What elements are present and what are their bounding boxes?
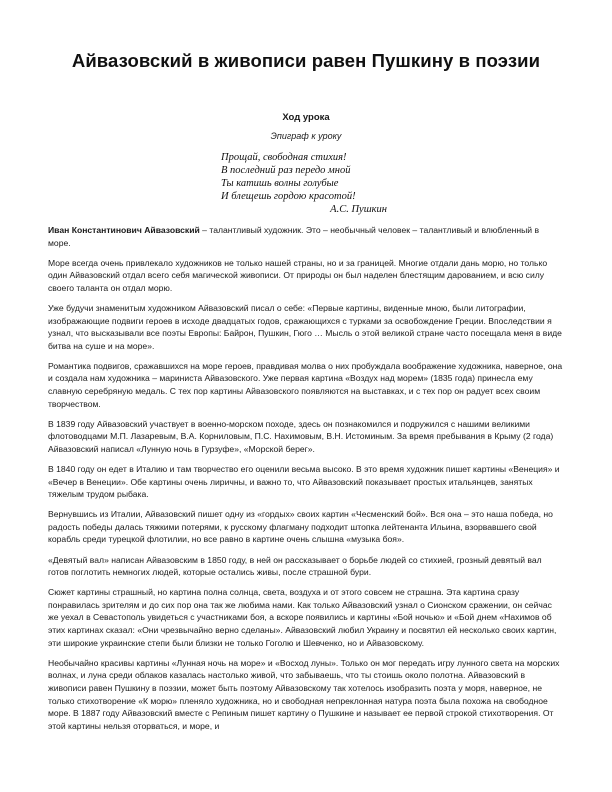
body-paragraph: В 1839 году Айвазовский участвует в военно-морском походе, здесь он познакомился и подружился с нашими великими флотоводцами М.П. Лазаревым, В.А. Корниловым, П.С. Нахимовым, В.Н. Истоминым. За время пребывания в Крыму (2 года) Айвазовский написал «Лунную ночь в Гурзуфе», «Морской берег». <box>48 418 554 454</box>
body-paragraph: Романтика подвигов, сражавшихся на море героев, правдивая молва о них пробуждала воображение художника, наверное, она и создала нам художника – мариниста Айвазовского. Уже первая картина «Воздух над морем» (1835 года) принесла ему славную серебряную медаль. С тех пор картины Айвазовского появляются на выставках, и с тех пор он радует всех своим творчеством. <box>48 360 563 409</box>
epigraph-label: Эпиграф к уроку <box>270 131 342 141</box>
poem-line: И блещешь гордою красотой! <box>221 191 356 202</box>
poem-author: А.С. Пушкин <box>330 204 387 215</box>
artist-name: Иван Константинович Айвазовский <box>48 225 200 235</box>
epigraph-poem <box>221 151 391 216</box>
poem-line: Ты катишь волны голубые <box>221 178 339 189</box>
lesson-heading: Ход урока <box>282 112 330 123</box>
body-paragraph: «Девятый вал» написан Айвазовским в 1850 году, в ней он рассказывает о борьбе людей со стихией, грозный девятый вал готов поглотить немногих людей, которые остались живы, после страшной бури. <box>48 554 542 578</box>
intro-paragraph <box>48 224 564 249</box>
intro-text: – талантливый художник. Это – необычный человек – талантливый и влюбленный в море. <box>48 225 540 248</box>
body-paragraph: В 1840 году он едет в Италию и там творчество его оценили весьма высоко. В это время художник пишет картины «Венеция» и «Вечер в Венеции». Обе картины очень лиричны, и важно то, что Айвазовский показывает простых итальянцев, занятых тяжелым трудом рыбака. <box>48 464 560 500</box>
body-paragraph: Море всегда очень привлекало художников не только нашей страны, но и за границей. Многие отдали дань морю, но только один Айвазовский отдал всего себя магической живописи. От природы он был наделен блестящим дарованием, и всю силу своего таланта он отдал морю. <box>48 257 548 293</box>
poem-line: В последний раз передо мной <box>221 165 351 176</box>
body-paragraph: Уже будучи знаменитым художником Айвазовский писал о себе: «Первые картины, виденные мною, были литографии, изображающие подвиги героев в исходе двадцатых годов, сражающихся с турками за освобождение Греции. Впоследствии я узнал, что высказывали все поэты Европы: Байрон, Пушкин, Гюго … Мысль о этой великой стране часто посещала меня в виде битва на суше и на море». <box>48 302 562 351</box>
body-paragraph: Вернувшись из Италии, Айвазовский пишет одну из «гордых» своих картин «Чесменский бой». Вся она – это наша победа, но радость победы далась тяжкими потерями, к русскому флагману подходит штопка лейтенанта Ильина, взорвавшего свой корабль среди турецкой флотилии, но все равно в картине очень слышна «музыка боя». <box>48 509 553 545</box>
body-paragraph: Сюжет картины страшный, но картина полна солнца, света, воздуха и от этого совсем не страшна. Эта картина сразу понравилась зрителям и до сих пор она так же любима нами. Как только Айвазовский узнал о Сионском сражении, он сейчас же уехал в Севастополь увидеться с участниками боя, а вскоре появились и картины «Бой ночью» и «Бой днем «Нахимов об этих картинах сказал: «Они чрезвычайно верно сделаны». Айвазовский любил Украину и посвятил ей несколько своих картин, эти широкие украинские степи были близки не только Гоголю и Шевченко, но и Айвазовскому. <box>48 587 557 648</box>
body-paragraph: Необычайно красивы картины «Лунная ночь на море» и «Восход луны». Только он мог передать игру лунного света на морских волнах, и луна среди облаков казалась настолько живой, что забываешь, что ты стоишь около полотна. Айвазовский в живописи равен Пушкину в поэзии, может быть поэтому Айвазовскому так хотелось изобразить поэта у моря, наверное, не только стихотворение «К морю» пленяло художника, но и свободная непреклонная натура поэта была похожа на свободное море. В 1887 году Айвазовский вместе с Репиным пишет картину о Пушкине и называет ее первой строкой стихотворения. От этой картины нельзя оторваться, и море, и <box>48 657 560 731</box>
poem-line: Прощай, свободная стихия! <box>221 152 347 163</box>
page-title: Айвазовский в живописи равен Пушкину в поэзии <box>71 50 541 71</box>
